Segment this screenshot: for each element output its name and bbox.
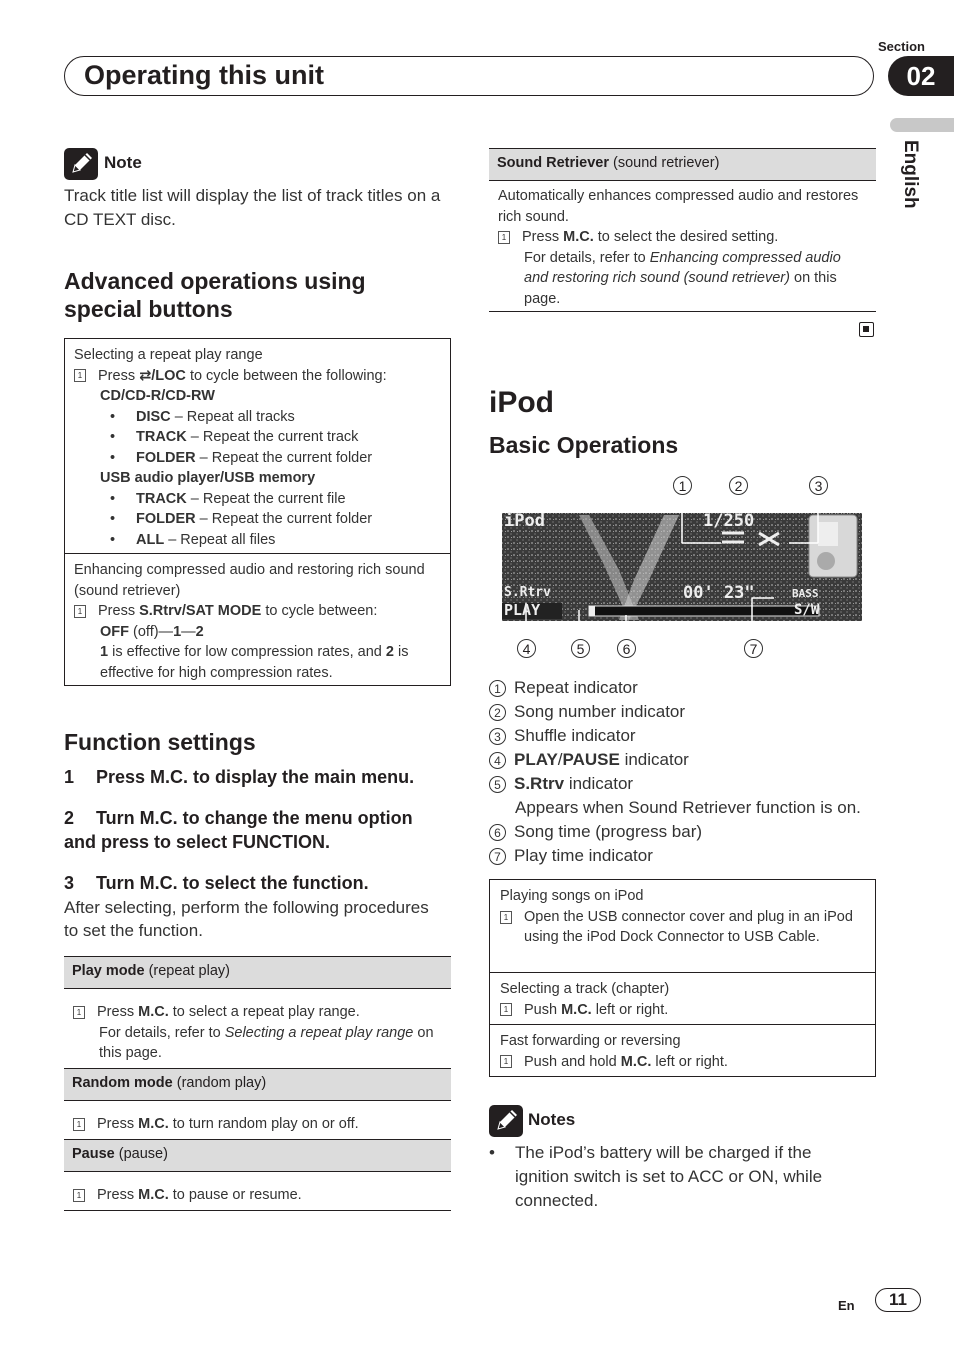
- step-number-icon: 1: [73, 1189, 85, 1202]
- step-number-icon: 1: [74, 369, 86, 382]
- pause-body: 1 Press M.C. to pause or resume.: [73, 1185, 443, 1206]
- display-srtrv: S.Rtrv: [504, 585, 551, 600]
- step-1: 1 Press M.C. to display the main menu.: [64, 767, 415, 787]
- display-bass: BASS: [792, 587, 819, 600]
- step-3-detail: After selecting, perform the following procedures to set the function.: [64, 898, 429, 940]
- step-number-icon: 1: [500, 1055, 512, 1068]
- play-mode-header: Play mode (repeat play): [64, 956, 451, 989]
- step-number-icon: 1: [500, 1003, 512, 1016]
- legend-item: 4 PLAY/PAUSE indicator: [489, 748, 879, 772]
- callout-5: 5: [571, 639, 590, 658]
- repeat-section: [74, 345, 444, 550]
- retriever-explanation: 1 is effective for low compression rates, and 2 is effective for high compression rates.: [100, 644, 409, 681]
- divider: [65, 553, 450, 554]
- advanced-heading: Advanced operations using special buttons: [64, 268, 366, 322]
- footer-language: En: [838, 1298, 855, 1313]
- repeat-step: 1 Press ⇄/LOC to cycle between the following:: [74, 366, 444, 387]
- note-title: Note: [104, 153, 142, 172]
- divider: [490, 1024, 875, 1025]
- retriever-caption: Enhancing compressed audio and restoring rich sound (sound retriever): [74, 562, 425, 599]
- basic-operations-heading: Basic Operations: [489, 432, 679, 458]
- advanced-table: [64, 338, 451, 686]
- callout-1: 1: [673, 476, 692, 495]
- display-play-time: 00' 23": [683, 583, 755, 603]
- display-source-label: iPod: [504, 511, 545, 531]
- usb-item: • ALL – Repeat all files: [110, 531, 276, 548]
- page-number: 11: [875, 1288, 921, 1312]
- ipod-heading: iPod: [489, 386, 554, 419]
- language-tab: [890, 118, 954, 132]
- playing-section: Playing songs on iPod 1 Open the USB connector cover and plug in an iPod using the iPod Dock Connector to USB Cable.: [500, 888, 853, 945]
- step-3: 3 Turn M.C. to select the function.: [64, 873, 369, 893]
- page-title: Operating this unit: [84, 60, 324, 90]
- notes-title: Notes: [528, 1110, 576, 1129]
- legend-subtext: Appears when Sound Retriever function is on.: [515, 798, 861, 817]
- display-play: PLAY: [504, 601, 541, 619]
- sound-retriever-body: Automatically enhances compressed audio and restores rich sound. 1 Press M.C. to select the desired setting. For details, refer to Enhancing compressed audio and restoring rich sound (sound retriever) on this page.: [498, 188, 859, 307]
- notes-pencil-icon: [489, 1105, 523, 1137]
- usb-heading: USB audio player/USB memory: [100, 470, 316, 486]
- repeat-button-icon: ⇄: [139, 367, 152, 384]
- step-number-icon: 1: [498, 231, 510, 244]
- retriever-step: 1 Press S.Rtrv/SAT MODE to cycle between:: [74, 601, 444, 622]
- step-2: 2 Turn M.C. to change the menu option and press to select FUNCTION.: [64, 808, 413, 852]
- step-number-icon: 1: [74, 605, 86, 618]
- retriever-options: OFF (off)—1—2: [100, 623, 204, 640]
- divider: [489, 311, 876, 312]
- legend-item: 1 Repeat indicator: [489, 676, 879, 700]
- divider: [64, 1210, 451, 1211]
- note-pencil-icon: [64, 148, 98, 180]
- legend-item: 2 Song number indicator: [489, 700, 879, 724]
- cd-item: • TRACK – Repeat the current track: [110, 429, 359, 445]
- step-number-icon: 1: [73, 1006, 85, 1019]
- note-text: Track title list will display the list of track titles on a CD TEXT disc.: [64, 186, 441, 229]
- repeat-caption: Selecting a repeat play range: [74, 347, 263, 363]
- indicator-legend: [489, 676, 879, 868]
- language-label: English: [900, 140, 921, 209]
- callout-4: 4: [517, 639, 536, 658]
- display-sw: S/W: [794, 602, 820, 618]
- callout-3: 3: [809, 476, 828, 495]
- step-number-icon: 1: [500, 911, 512, 924]
- legend-item: 7 Play time indicator: [489, 844, 879, 868]
- random-mode-body: 1 Press M.C. to turn random play on or off.: [73, 1114, 443, 1135]
- section-number: 02: [888, 56, 954, 96]
- ipod-display-diagram: [489, 470, 879, 665]
- cd-heading: CD/CD-R/CD-RW: [100, 388, 215, 404]
- usb-item: • TRACK – Repeat the current file: [110, 490, 346, 507]
- pause-header: Pause (pause): [64, 1139, 451, 1172]
- retriever-section: [74, 560, 444, 683]
- notes-item: • The iPod’s battery will be charged if the ignition switch is set to ACC or ON, while connected.: [489, 1143, 823, 1210]
- legend-item: 3 Shuffle indicator: [489, 724, 879, 748]
- callout-7: 7: [744, 639, 763, 658]
- sound-retriever-header: Sound Retriever (sound retriever): [489, 148, 876, 181]
- forwarding-section: Fast forwarding or reversing 1 Push and hold M.C. left or right.: [500, 1033, 728, 1070]
- function-heading: Function settings: [64, 729, 256, 755]
- step-number-icon: 1: [73, 1118, 85, 1131]
- legend-item: 5 S.Rtrv indicator: [489, 772, 879, 796]
- callout-2: 2: [729, 476, 748, 495]
- play-mode-body: 1 Press M.C. to select a repeat play range. For details, refer to Selecting a repeat play range on this page.: [73, 1002, 443, 1064]
- section-label: Section: [878, 39, 925, 54]
- end-mark-icon: [859, 322, 874, 337]
- usb-item: • FOLDER – Repeat the current folder: [110, 511, 373, 527]
- selecting-section: Selecting a track (chapter) 1 Push M.C. left or right.: [500, 981, 670, 1018]
- display-song-number: 1/250: [703, 511, 755, 531]
- random-mode-header: Random mode (random play): [64, 1068, 451, 1101]
- ipod-operations-table: [489, 879, 876, 1077]
- cd-item: • FOLDER – Repeat the current folder: [110, 449, 373, 466]
- divider: [490, 972, 875, 973]
- cd-item: • DISC – Repeat all tracks: [110, 408, 295, 425]
- legend-item: 6 Song time (progress bar): [489, 820, 879, 844]
- callout-6: 6: [617, 639, 636, 658]
